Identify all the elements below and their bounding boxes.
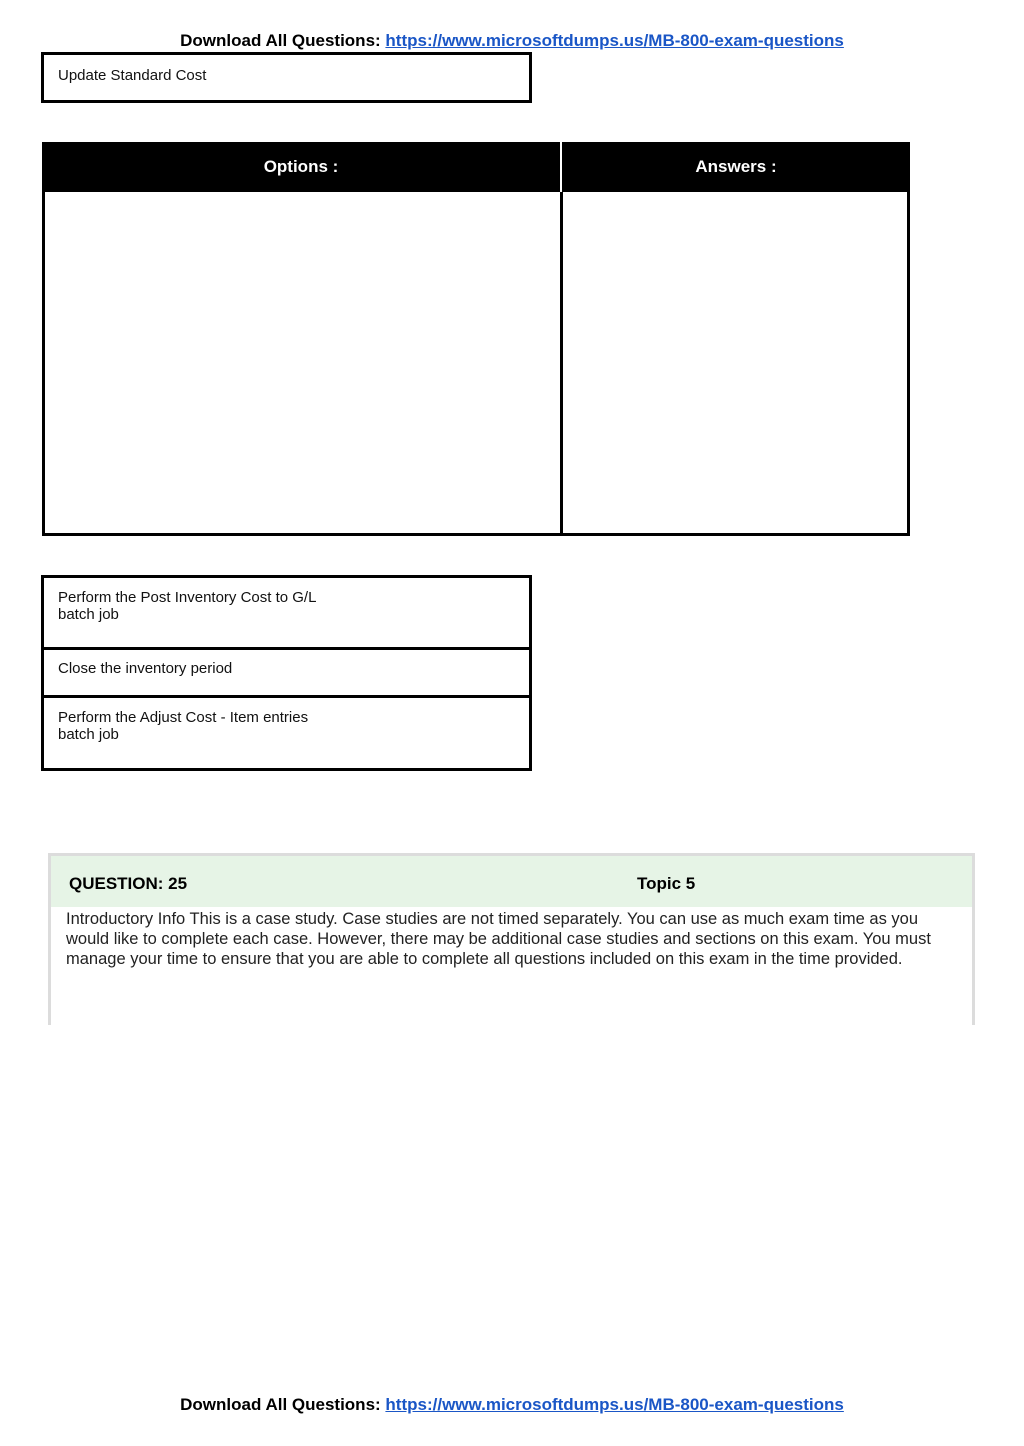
header-download-link[interactable]: https://www.microsoftdumps.us/MB-800-exam-questions (385, 31, 844, 50)
footer-download-label: Download All Questions: (180, 1395, 381, 1414)
question-header (51, 856, 972, 907)
header-download-label: Download All Questions: (180, 31, 381, 50)
question-number: QUESTION: 25 (69, 874, 188, 893)
option-item-label: Perform the Adjust Cost - Item entries batch job (58, 709, 309, 743)
option-item-label: Perform the Post Inventory Cost to G/L batch job (58, 589, 316, 623)
question-panel (48, 853, 975, 1025)
footer-download-link[interactable]: https://www.microsoftdumps.us/MB-800-exam-questions (385, 1395, 844, 1414)
options-drop-area[interactable] (42, 192, 563, 536)
options-answers-table (42, 142, 910, 536)
header-download-line (0, 30, 1024, 52)
option-item-update-standard-cost[interactable] (41, 52, 532, 103)
option-item-label: Close the inventory period (58, 660, 233, 677)
answers-column-header: Answers : (562, 142, 910, 192)
options-column-header: Options : (42, 142, 560, 192)
option-item-close-inventory-period[interactable] (44, 650, 529, 698)
question-topic: Topic 5 (637, 874, 696, 893)
footer-download-line (0, 1394, 1024, 1416)
option-items-list (41, 575, 532, 771)
answers-drop-area[interactable] (560, 192, 910, 536)
question-body-text: Introductory Info This is a case study. Case studies are not timed separately. You can use as much exam time as you would like to complete each case. However, there may be additional case studies and sections on this exam. You must manage your time to ensure that you are able to complete all questions included on this exam in the time provided. (66, 910, 931, 968)
option-item-label: Update Standard Cost (58, 67, 207, 84)
option-item-post-inventory-cost[interactable] (44, 578, 529, 650)
option-item-adjust-cost[interactable] (44, 698, 529, 768)
